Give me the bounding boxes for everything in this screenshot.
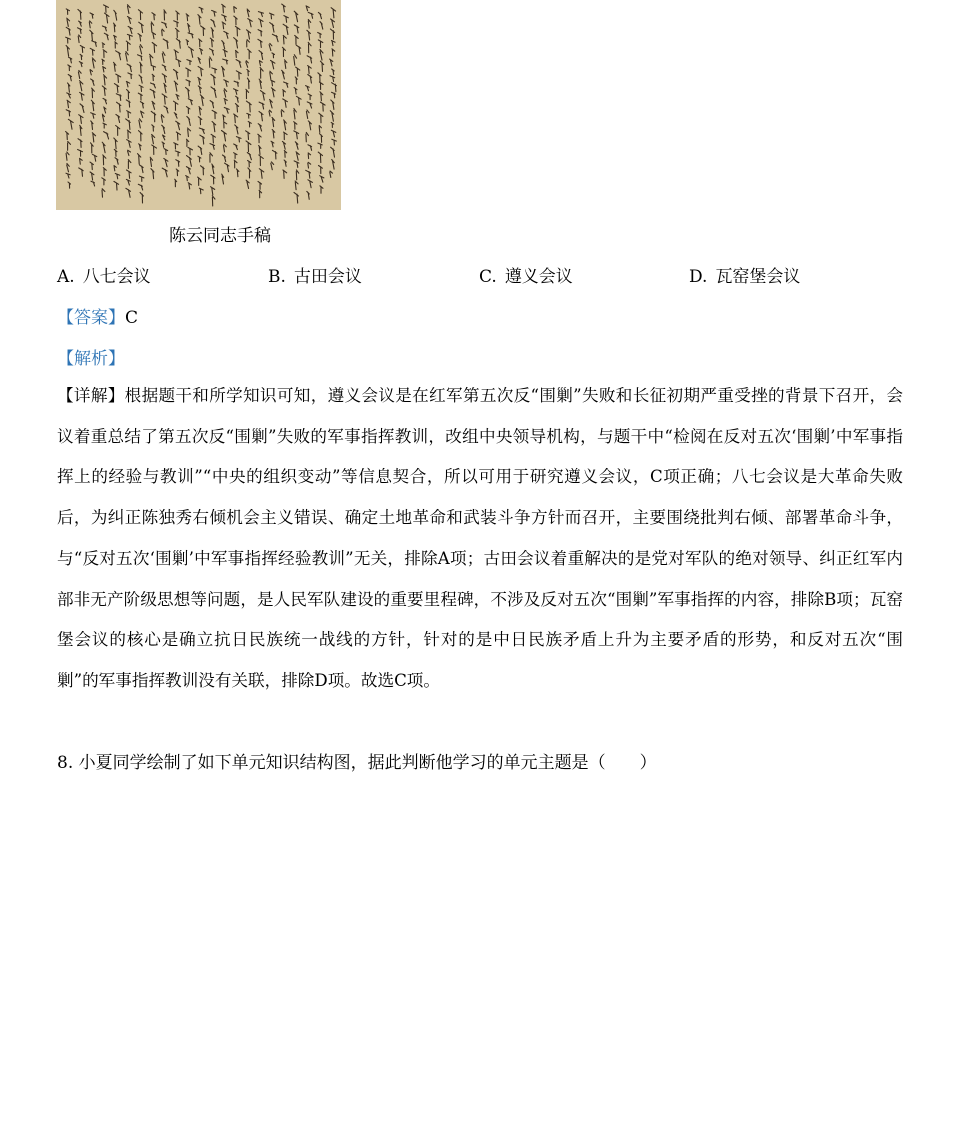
- explanation-paragraph: [57, 376, 903, 702]
- question-number: 8.: [57, 753, 74, 773]
- option-letter: D.: [689, 267, 708, 287]
- explanation-text: 根据题干和所学知识可知，遵义会议是在红军第五次反“围剿”失败和长征初期严重受挫的背景下召开，会议着重总结了第五次反“围剿”失败的军事指挥教训，改组中央领导机构，与题干中“检阅在反对五次‘围剿’中军事指挥上的经验与教训”“中央的组织变动”等信息契合，所以可用于研究遵义会议，C项正确；八七会议是大革命失败后，为纠正陈独秀右倾机会主义错误、确定土地革命和武装斗争方针而召开，主要围绕批判右倾、部署革命斗争，与“反对五次‘围剿’中军事指挥经验教训”无关，排除A项；古田会议着重解决的是党对军队的绝对领导、纠正红军内部非无产阶级思想等问题，是人民军队建设的重要里程碑，不涉及反对五次“围剿”军事指挥的内容，排除B项；瓦窑堡会议的核心是确立抗日民族统一战线的方针，针对的是中日民族矛盾上升为主要矛盾的形势，和反对五次“围剿”的军事指挥教训没有关联，排除D项。故选C项。: [57, 386, 904, 690]
- answer-line: [57, 303, 138, 328]
- manuscript-image: [56, 0, 341, 210]
- option-letter: A.: [57, 267, 75, 287]
- option-d: [689, 262, 800, 287]
- answer-value: C: [125, 308, 139, 328]
- option-text: 瓦窑堡会议: [715, 267, 801, 287]
- analysis-label: 【解析】: [57, 349, 125, 369]
- option-c: [479, 262, 573, 287]
- answer-options: [57, 262, 917, 287]
- question-text: 小夏同学绘制了如下单元知识结构图，据此判断他学习的单元主题是（ ）: [78, 753, 657, 773]
- figure-caption: 陈云同志手稿: [169, 226, 271, 246]
- option-text: 八七会议: [82, 267, 151, 287]
- option-letter: B.: [268, 267, 286, 287]
- analysis-line: [57, 344, 125, 369]
- option-text: 古田会议: [293, 267, 362, 287]
- question-8: [57, 748, 657, 773]
- explanation-label: 【详解】: [57, 386, 125, 405]
- answer-label: 【答案】: [57, 308, 125, 328]
- option-text: 遵义会议: [504, 267, 573, 287]
- option-letter: C.: [479, 267, 497, 287]
- option-a: [57, 262, 151, 287]
- option-b: [268, 262, 362, 287]
- manuscript-handwriting: [56, 0, 341, 210]
